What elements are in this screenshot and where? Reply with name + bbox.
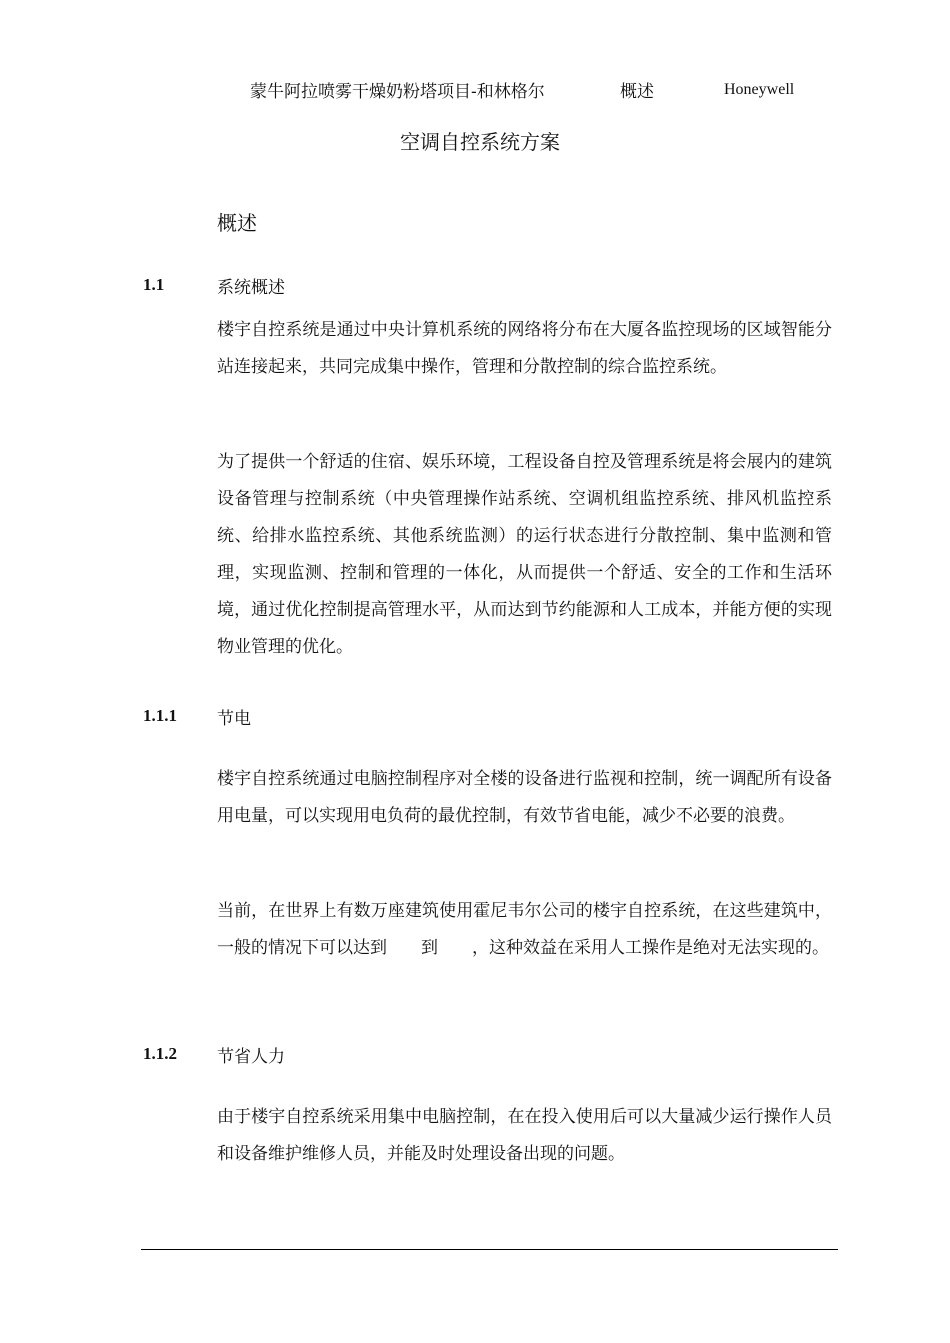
paragraph: 楼宇自控系统是通过中央计算机系统的网络将分布在大厦各监控现场的区域智能分站连接起来，共同完成集中操作，管理和分散控制的综合监控系统。 xyxy=(217,320,832,377)
section-heading: 节电 xyxy=(217,709,251,729)
paragraph: 当前，在世界上有数万座建筑使用霍尼韦尔公司的楼宇自控系统，在这些建筑中，一般的情况下可以达到 到 ，这种效益在采用人工操作是绝对无法实现的。 xyxy=(217,901,832,958)
section-number: 1.1 xyxy=(143,275,165,294)
section-number: 1.1.1 xyxy=(143,706,177,725)
section-heading: 系统概述 xyxy=(217,278,285,298)
paragraph: 为了提供一个舒适的住宿、娱乐环境，工程设备自控及管理系统是将会展内的建筑设备管理与控制系统（中央管理操作站系统、空调机组监控系统、排风机监控系统、给排水监控系统、其他系统监测）的运行状态进行分散控制、集中监测和管理，实现监测、控制和管理的一体化，从而提供一个舒适、安全的工作和生活环境，通过优化控制提高管理水平，从而达到节约能源和人工成本，并能方便的实现物业管理的优化。 xyxy=(217,452,832,657)
section-title: 概述 xyxy=(217,211,257,235)
section-heading: 节省人力 xyxy=(217,1047,285,1067)
header-project-name: 蒙牛阿拉喷雾干燥奶粉塔项目-和林格尔 xyxy=(250,82,545,102)
section-number: 1.1.2 xyxy=(143,1044,177,1063)
paragraph: 由于楼宇自控系统采用集中电脑控制，在在投入使用后可以大量减少运行操作人员和设备维护维修人员，并能及时处理设备出现的问题。 xyxy=(217,1107,832,1164)
footer-rule xyxy=(141,1249,838,1250)
document-title: 空调自控系统方案 xyxy=(400,130,560,154)
header-section-name: 概述 xyxy=(620,82,654,102)
paragraph: 楼宇自控系统通过电脑控制程序对全楼的设备进行监视和控制，统一调配所有设备用电量，可以实现用电负荷的最优控制，有效节省电能，减少不必要的浪费。 xyxy=(217,769,832,826)
header-brand: Honeywell xyxy=(724,81,795,98)
